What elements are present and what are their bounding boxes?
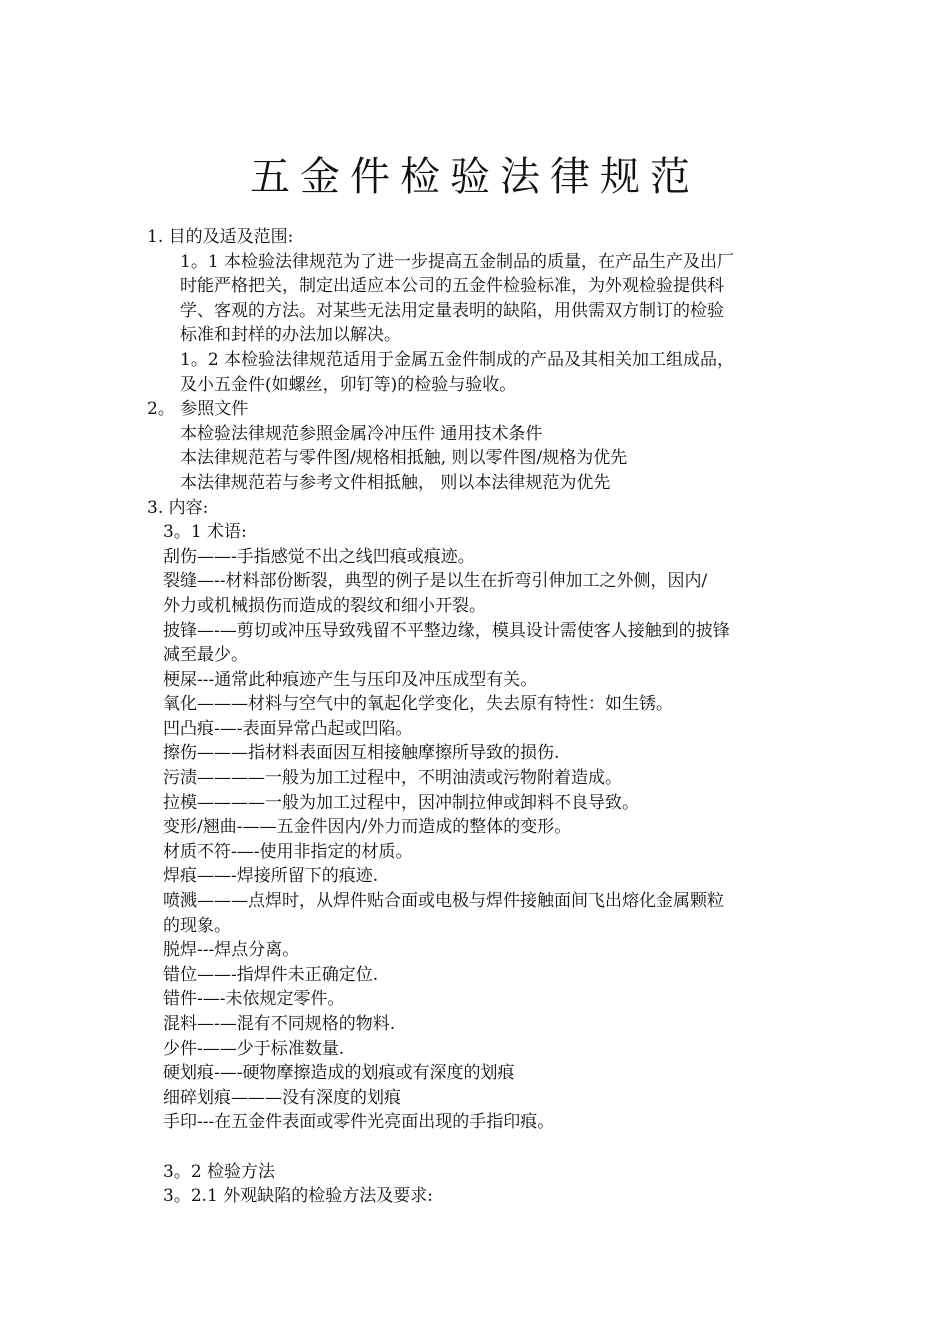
text-line: 错位——-指焊件未正确定位. xyxy=(163,964,379,985)
text-line: 本法律规范若与零件图/规格相抵触, 则以零件图/规格为优先 xyxy=(180,448,628,469)
text-line: 3. 内容: xyxy=(147,497,209,518)
text-line: 本检验法律规范参照金属冷冲压件 通用技术条件 xyxy=(180,423,543,444)
text-line: 手印---在五金件表面或零件光亮面出现的手指印痕。 xyxy=(163,1112,555,1133)
text-line: 3。2 检验方法 xyxy=(163,1161,276,1182)
text-line: 及小五金件(如螺丝，卯钉等)的检验与验收。 xyxy=(180,374,517,395)
text-line: 学、客观的方法。对某些无法用定量表明的缺陷，用供需双方制订的检验 xyxy=(180,300,724,321)
text-line: 材质不符-—-使用非指定的材质。 xyxy=(163,841,413,862)
text-line: 的现象。 xyxy=(163,915,231,936)
text-line: 裂缝—--材料部份断裂，典型的例子是以生在折弯引伸加工之外侧，因内/ xyxy=(163,571,708,592)
text-line: 减至最少。 xyxy=(163,645,248,666)
text-line: 3。2.1 外观缺陷的检验方法及要求: xyxy=(163,1186,433,1207)
text-line: 拉模————一般为加工过程中，因冲制拉伸或卸料不良导致。 xyxy=(163,792,639,813)
text-line: 硬划痕-—-硬物摩擦造成的划痕或有深度的划痕 xyxy=(163,1063,515,1084)
text-line: 标准和封样的办法加以解决。 xyxy=(180,325,401,346)
text-line: 1。1 本检验法律规范为了进一步提高五金制品的质量，在产品生产及出厂 xyxy=(180,251,735,272)
text-line: 梗屎---通常此种痕迹产生与压印及冲压成型有关。 xyxy=(163,669,538,690)
text-line: 2。 参照文件 xyxy=(147,399,249,420)
text-line: 1。2 本检验法律规范适用于金属五金件制成的产品及其相关加工组成品， xyxy=(180,349,735,370)
blank-line xyxy=(0,1135,950,1160)
text-line: 混料—-—混有不同规格的物料. xyxy=(163,1014,396,1034)
text-line: 1. 目的及适及范围: xyxy=(147,227,294,247)
text-line: 污渍————一般为加工过程中，不明油渍或污物附着造成。 xyxy=(163,768,622,789)
text-line: 披锋—-—剪切或冲压导致残留不平整边缘，模具设计需使客人接触到的披锋 xyxy=(163,620,730,641)
document-title: 五金件检验法律规范 xyxy=(250,153,700,200)
text-line: 3。1 术语: xyxy=(163,522,247,543)
text-line: 氧化———材料与空气中的氧起化学变化，失去原有特性：如生锈。 xyxy=(163,694,673,715)
text-line: 喷溅———点焊时，从焊件贴合面或电极与焊件接触面间飞出熔化金属颗粒 xyxy=(163,891,724,912)
text-line: 擦伤———指材料表面因互相接触摩擦所导致的损伤. xyxy=(163,743,560,764)
text-line: 外力或机械损伤而造成的裂纹和细小开裂。 xyxy=(163,595,486,616)
text-line: 错件-—-未依规定零件。 xyxy=(163,989,345,1010)
text-line: 刮伤——-手指感觉不出之线凹痕或痕迹。 xyxy=(163,546,475,567)
text-line: 焊痕——-焊接所留下的痕迹. xyxy=(163,866,379,887)
text-line: 少件-——少于标准数量. xyxy=(163,1038,345,1059)
text-line: 本法律规范若与参考文件相抵触， 则以本法律规范为优先 xyxy=(180,472,611,493)
text-line: 细碎划痕———没有深度的划痕 xyxy=(163,1087,401,1108)
text-line: 脱焊---焊点分离。 xyxy=(163,940,300,961)
document-body xyxy=(0,225,950,1209)
text-line: 凹凸痕-—-表面异常凸起或凹陷。 xyxy=(163,718,413,739)
text-line: 时能严格把关，制定出适应本公司的五金件检验标准，为外观检验提供科 xyxy=(180,276,724,297)
text-line: 变形/翘曲-——五金件因内/外力而造成的整体的变形。 xyxy=(163,817,572,838)
